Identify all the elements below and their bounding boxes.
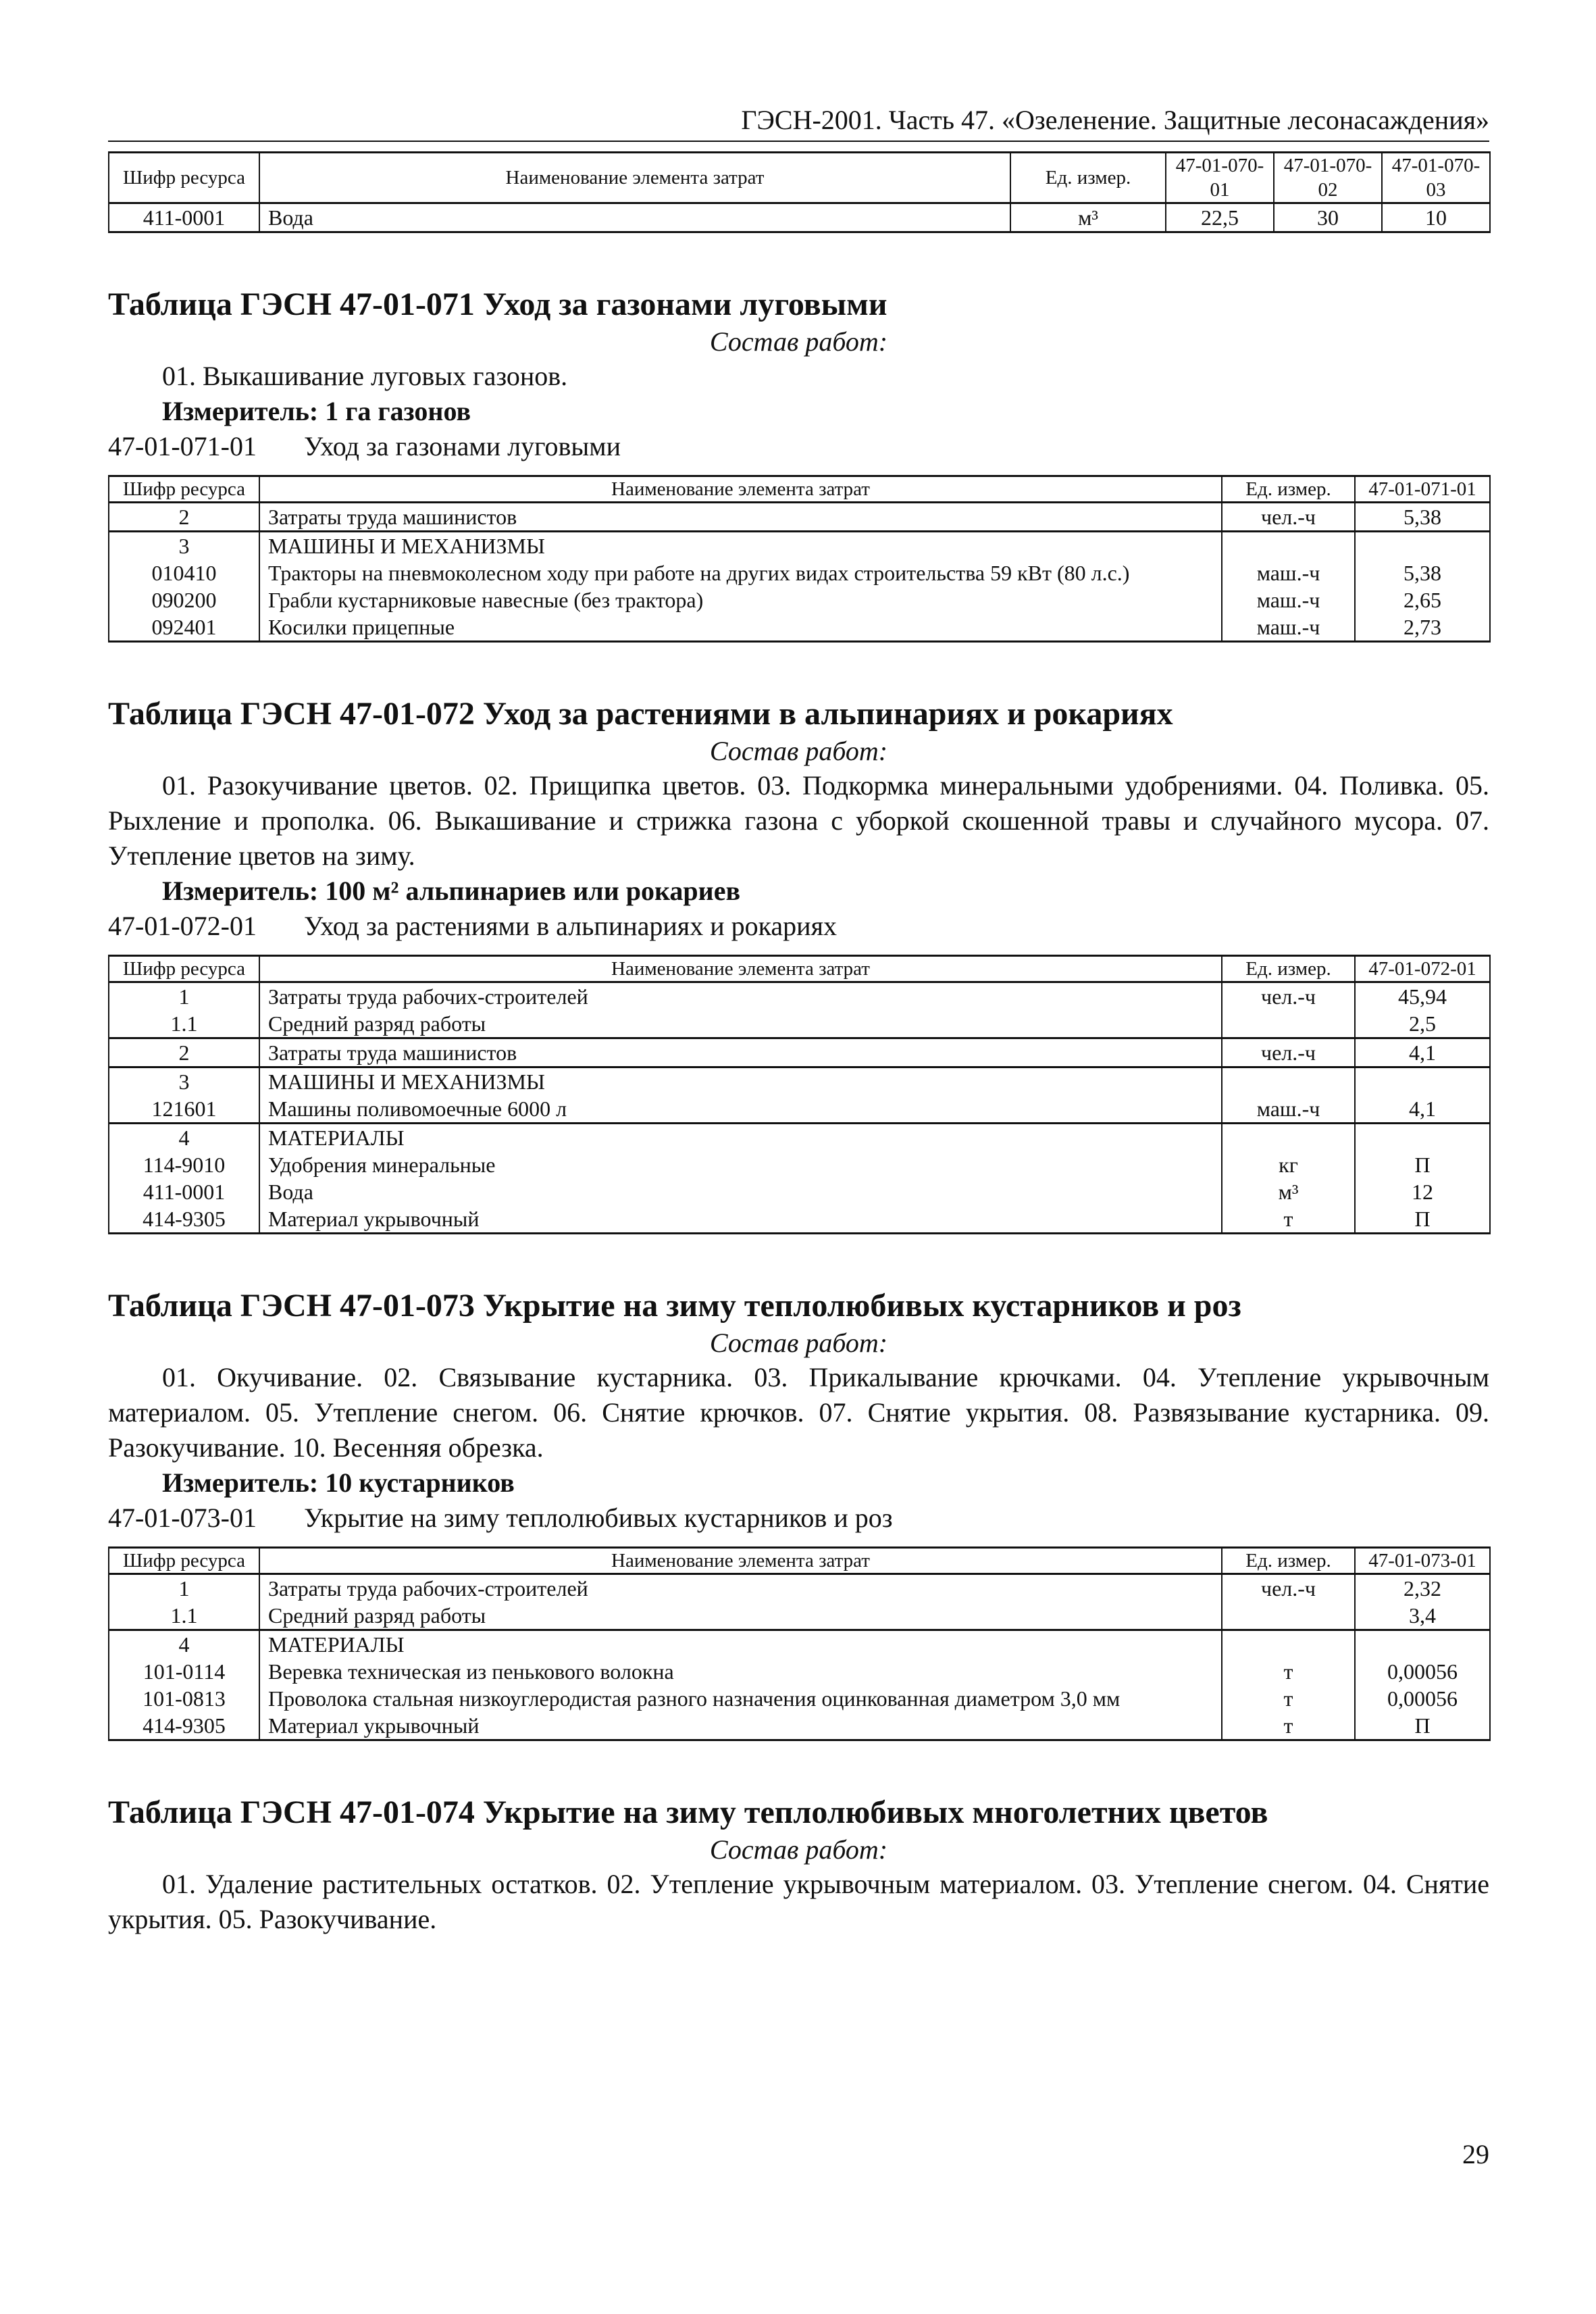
norm-name: Уход за растениями в альпинариях и рокариях bbox=[304, 911, 837, 941]
resource-unit bbox=[1222, 1124, 1355, 1152]
resource-name: Затраты труда машинистов bbox=[259, 503, 1222, 532]
resource-code: 1 bbox=[109, 1574, 259, 1603]
table-row bbox=[109, 1574, 1490, 1603]
resource-name: Вода bbox=[259, 203, 1010, 232]
norm-value: 2,73 bbox=[1355, 613, 1490, 642]
col-header-name: Наименование элемента затрат bbox=[259, 956, 1222, 982]
table-row bbox=[109, 1124, 1490, 1152]
resource-unit: маш.-ч bbox=[1222, 613, 1355, 642]
resource-name: Машины поливомоечные 6000 л bbox=[259, 1095, 1222, 1124]
resource-code: 411-0001 bbox=[109, 203, 259, 232]
table-073 bbox=[108, 1546, 1491, 1741]
resource-unit: маш.-ч bbox=[1222, 1095, 1355, 1124]
works-description: 01. Разокучивание цветов. 02. Прищипка цветов. 03. Подкормка минеральными удобрениями. 04. Поливка. 05. Рыхление и прополка. 06. Выкашивание и стрижка газона с уборкой скошенной травы и случайного мусора. 07. Утепление цветов на зиму. bbox=[108, 770, 1489, 871]
col-header-code: Шифр ресурса bbox=[109, 476, 259, 503]
norm-value: 10 bbox=[1382, 203, 1490, 232]
resource-group-name: МАШИНЫ И МЕХАНИЗМЫ bbox=[259, 1067, 1222, 1096]
works-description: 01. Выкашивание луговых газонов. bbox=[162, 361, 568, 391]
resource-code: 092401 bbox=[109, 613, 259, 642]
norm-value: 5,38 bbox=[1355, 559, 1490, 586]
col-header-unit: Ед. измер. bbox=[1010, 153, 1166, 203]
table-row bbox=[109, 586, 1490, 613]
norm-code: 47-01-073-01 bbox=[108, 1503, 257, 1533]
col-header-unit: Ед. измер. bbox=[1222, 956, 1355, 982]
resource-code: 1.1 bbox=[109, 1010, 259, 1038]
resource-code: 414-9305 bbox=[109, 1205, 259, 1234]
col-header-norm: 47-01-072-01 bbox=[1355, 956, 1490, 982]
table-070-continuation bbox=[108, 151, 1491, 233]
table-row bbox=[109, 532, 1490, 560]
resource-code: 101-0813 bbox=[109, 1685, 259, 1712]
works-description: 01. Окучивание. 02. Связывание кустарника. 03. Прикалывание крючками. 04. Утепление укрывочным материалом. 05. Утепление снегом. 06. Снятие крючков. 07. Снятие укрытия. 08. Развязывание кустарника. 09. Разокучивание. 10. Весенняя обрезка. bbox=[108, 1362, 1489, 1463]
table-071-title: Таблица ГЭСН 47-01-071 Уход за газонами луговыми bbox=[108, 286, 887, 322]
resource-group-name: МАТЕРИАЛЫ bbox=[259, 1630, 1222, 1659]
table-073-title: Таблица ГЭСН 47-01-073 Укрытие на зиму теплолюбивых кустарников и роз bbox=[108, 1288, 1241, 1324]
resource-unit: чел.-ч bbox=[1222, 1574, 1355, 1603]
table-071 bbox=[108, 475, 1491, 643]
resource-name: Затраты труда рабочих-строителей bbox=[259, 982, 1222, 1011]
resource-name: Средний разряд работы bbox=[259, 1602, 1222, 1630]
norm-code: 47-01-072-01 bbox=[108, 911, 257, 941]
norm-name: Уход за газонами луговыми bbox=[304, 431, 621, 461]
resource-name: Материал укрывочный bbox=[259, 1712, 1222, 1740]
table-row bbox=[109, 203, 1490, 232]
table-row bbox=[109, 1685, 1490, 1712]
table-row bbox=[109, 1095, 1490, 1124]
resource-unit: т bbox=[1222, 1712, 1355, 1740]
resource-name: Затраты труда рабочих-строителей bbox=[259, 1574, 1222, 1603]
resource-group-name: МАТЕРИАЛЫ bbox=[259, 1124, 1222, 1152]
resource-name: Грабли кустарниковые навесные (без трактора) bbox=[259, 586, 1222, 613]
resource-code: 414-9305 bbox=[109, 1712, 259, 1740]
resource-unit: т bbox=[1222, 1205, 1355, 1234]
resource-code: 114-9010 bbox=[109, 1151, 259, 1178]
table-row bbox=[109, 1010, 1490, 1038]
norm-value: 2,65 bbox=[1355, 586, 1490, 613]
table-row bbox=[109, 1712, 1490, 1740]
composition-label: Состав работ: bbox=[709, 1834, 888, 1865]
resource-name: Тракторы на пневмоколесном ходу при работе на других видах строительства 59 кВт (80 л.с.) bbox=[259, 559, 1222, 586]
resource-code: 4 bbox=[109, 1630, 259, 1659]
resource-code: 3 bbox=[109, 1067, 259, 1096]
norm-value bbox=[1355, 1067, 1490, 1096]
resource-code: 2 bbox=[109, 503, 259, 532]
table-row bbox=[109, 1602, 1490, 1630]
resource-unit: чел.-ч bbox=[1222, 982, 1355, 1011]
norm-value: 4,1 bbox=[1355, 1095, 1490, 1124]
meter-line: Измеритель: 1 га газонов bbox=[162, 396, 471, 426]
col-header-unit: Ед. измер. bbox=[1222, 1548, 1355, 1574]
norm-value: 4,1 bbox=[1355, 1038, 1490, 1067]
table-row bbox=[109, 1630, 1490, 1659]
resource-code: 121601 bbox=[109, 1095, 259, 1124]
resource-group-name: МАШИНЫ И МЕХАНИЗМЫ bbox=[259, 532, 1222, 560]
resource-name: Проволока стальная низкоуглеродистая разного назначения оцинкованная диаметром 3,0 мм bbox=[259, 1685, 1222, 1712]
table-row bbox=[109, 1658, 1490, 1685]
norm-value: П bbox=[1355, 1151, 1490, 1178]
table-row bbox=[109, 1038, 1490, 1067]
table-row bbox=[109, 982, 1490, 1011]
resource-code: 101-0114 bbox=[109, 1658, 259, 1685]
resource-unit: чел.-ч bbox=[1222, 503, 1355, 532]
document-page bbox=[108, 101, 1489, 1937]
norm-name: Укрытие на зиму теплолюбивых кустарников и роз bbox=[304, 1503, 893, 1533]
meter-line: Измеритель: 100 м² альпинариев или рокариев bbox=[162, 876, 741, 906]
table-072 bbox=[108, 955, 1491, 1234]
norm-value: 5,38 bbox=[1355, 503, 1490, 532]
resource-name: Удобрения минеральные bbox=[259, 1151, 1222, 1178]
works-description: 01. Удаление растительных остатков. 02. Утепление укрывочным материалом. 03. Утепление снегом. 04. Снятие укрытия. 05. Разокучивание. bbox=[108, 1869, 1489, 1934]
table-row bbox=[109, 1178, 1490, 1205]
col-header-norm-1: 47-01-070-01 bbox=[1166, 153, 1274, 203]
resource-code: 090200 bbox=[109, 586, 259, 613]
page-number: 29 bbox=[1462, 2139, 1489, 2169]
resource-unit: кг bbox=[1222, 1151, 1355, 1178]
col-header-norm: 47-01-073-01 bbox=[1355, 1548, 1490, 1574]
resource-code: 3 bbox=[109, 532, 259, 560]
norm-value: 3,4 bbox=[1355, 1602, 1490, 1630]
norm-code: 47-01-071-01 bbox=[108, 431, 257, 461]
resource-code: 1 bbox=[109, 982, 259, 1011]
norm-value: П bbox=[1355, 1712, 1490, 1740]
resource-code: 010410 bbox=[109, 559, 259, 586]
running-header: ГЭСН-2001. Часть 47. «Озеленение. Защитные лесонасаждения» bbox=[108, 101, 1489, 142]
table-row bbox=[109, 1205, 1490, 1234]
resource-code: 411-0001 bbox=[109, 1178, 259, 1205]
resource-name: Косилки прицепные bbox=[259, 613, 1222, 642]
resource-unit: маш.-ч bbox=[1222, 559, 1355, 586]
norm-value: 12 bbox=[1355, 1178, 1490, 1205]
col-header-name: Наименование элемента затрат bbox=[259, 1548, 1222, 1574]
resource-code: 1.1 bbox=[109, 1602, 259, 1630]
table-072-title: Таблица ГЭСН 47-01-072 Уход за растениями в альпинариях и рокариях bbox=[108, 696, 1173, 732]
resource-unit: т bbox=[1222, 1658, 1355, 1685]
table-row bbox=[109, 1151, 1490, 1178]
resource-unit bbox=[1222, 1630, 1355, 1659]
resource-unit bbox=[1222, 532, 1355, 560]
col-header-unit: Ед. измер. bbox=[1222, 476, 1355, 503]
col-header-code: Шифр ресурса bbox=[109, 1548, 259, 1574]
resource-name: Материал укрывочный bbox=[259, 1205, 1222, 1234]
resource-code: 4 bbox=[109, 1124, 259, 1152]
col-header-name: Наименование элемента затрат bbox=[259, 153, 1010, 203]
composition-label: Состав работ: bbox=[709, 736, 888, 766]
norm-value bbox=[1355, 532, 1490, 560]
resource-unit bbox=[1222, 1602, 1355, 1630]
table-row bbox=[109, 613, 1490, 642]
table-row bbox=[109, 559, 1490, 586]
composition-label: Состав работ: bbox=[709, 1328, 888, 1358]
resource-unit: т bbox=[1222, 1685, 1355, 1712]
meter-line: Измеритель: 10 кустарников bbox=[162, 1467, 515, 1498]
resource-name: Вода bbox=[259, 1178, 1222, 1205]
norm-value: 45,94 bbox=[1355, 982, 1490, 1011]
norm-line bbox=[108, 429, 1489, 464]
col-header-name: Наименование элемента затрат bbox=[259, 476, 1222, 503]
norm-value: 22,5 bbox=[1166, 203, 1274, 232]
norm-value: 30 bbox=[1274, 203, 1382, 232]
col-header-code: Шифр ресурса bbox=[109, 153, 259, 203]
composition-label: Состав работ: bbox=[709, 326, 888, 357]
resource-code: 2 bbox=[109, 1038, 259, 1067]
resource-name: Затраты труда машинистов bbox=[259, 1038, 1222, 1067]
resource-name: Средний разряд работы bbox=[259, 1010, 1222, 1038]
resource-unit: маш.-ч bbox=[1222, 586, 1355, 613]
col-header-norm-3: 47-01-070-03 bbox=[1382, 153, 1490, 203]
norm-value: 0,00056 bbox=[1355, 1658, 1490, 1685]
table-074-title: Таблица ГЭСН 47-01-074 Укрытие на зиму теплолюбивых многолетних цветов bbox=[108, 1794, 1268, 1830]
resource-unit: м³ bbox=[1010, 203, 1166, 232]
resource-unit bbox=[1222, 1010, 1355, 1038]
norm-value: 0,00056 bbox=[1355, 1685, 1490, 1712]
resource-unit bbox=[1222, 1067, 1355, 1096]
col-header-norm: 47-01-071-01 bbox=[1355, 476, 1490, 503]
table-row bbox=[109, 503, 1490, 532]
norm-value: П bbox=[1355, 1205, 1490, 1234]
norm-value bbox=[1355, 1124, 1490, 1152]
resource-name: Веревка техническая из пенькового волокна bbox=[259, 1658, 1222, 1685]
resource-unit: м³ bbox=[1222, 1178, 1355, 1205]
col-header-norm-2: 47-01-070-02 bbox=[1274, 153, 1382, 203]
norm-line bbox=[108, 1501, 1489, 1536]
norm-value: 2,5 bbox=[1355, 1010, 1490, 1038]
table-row bbox=[109, 1067, 1490, 1096]
col-header-code: Шифр ресурса bbox=[109, 956, 259, 982]
resource-unit: чел.-ч bbox=[1222, 1038, 1355, 1067]
norm-value: 2,32 bbox=[1355, 1574, 1490, 1603]
norm-value bbox=[1355, 1630, 1490, 1659]
norm-line bbox=[108, 909, 1489, 944]
